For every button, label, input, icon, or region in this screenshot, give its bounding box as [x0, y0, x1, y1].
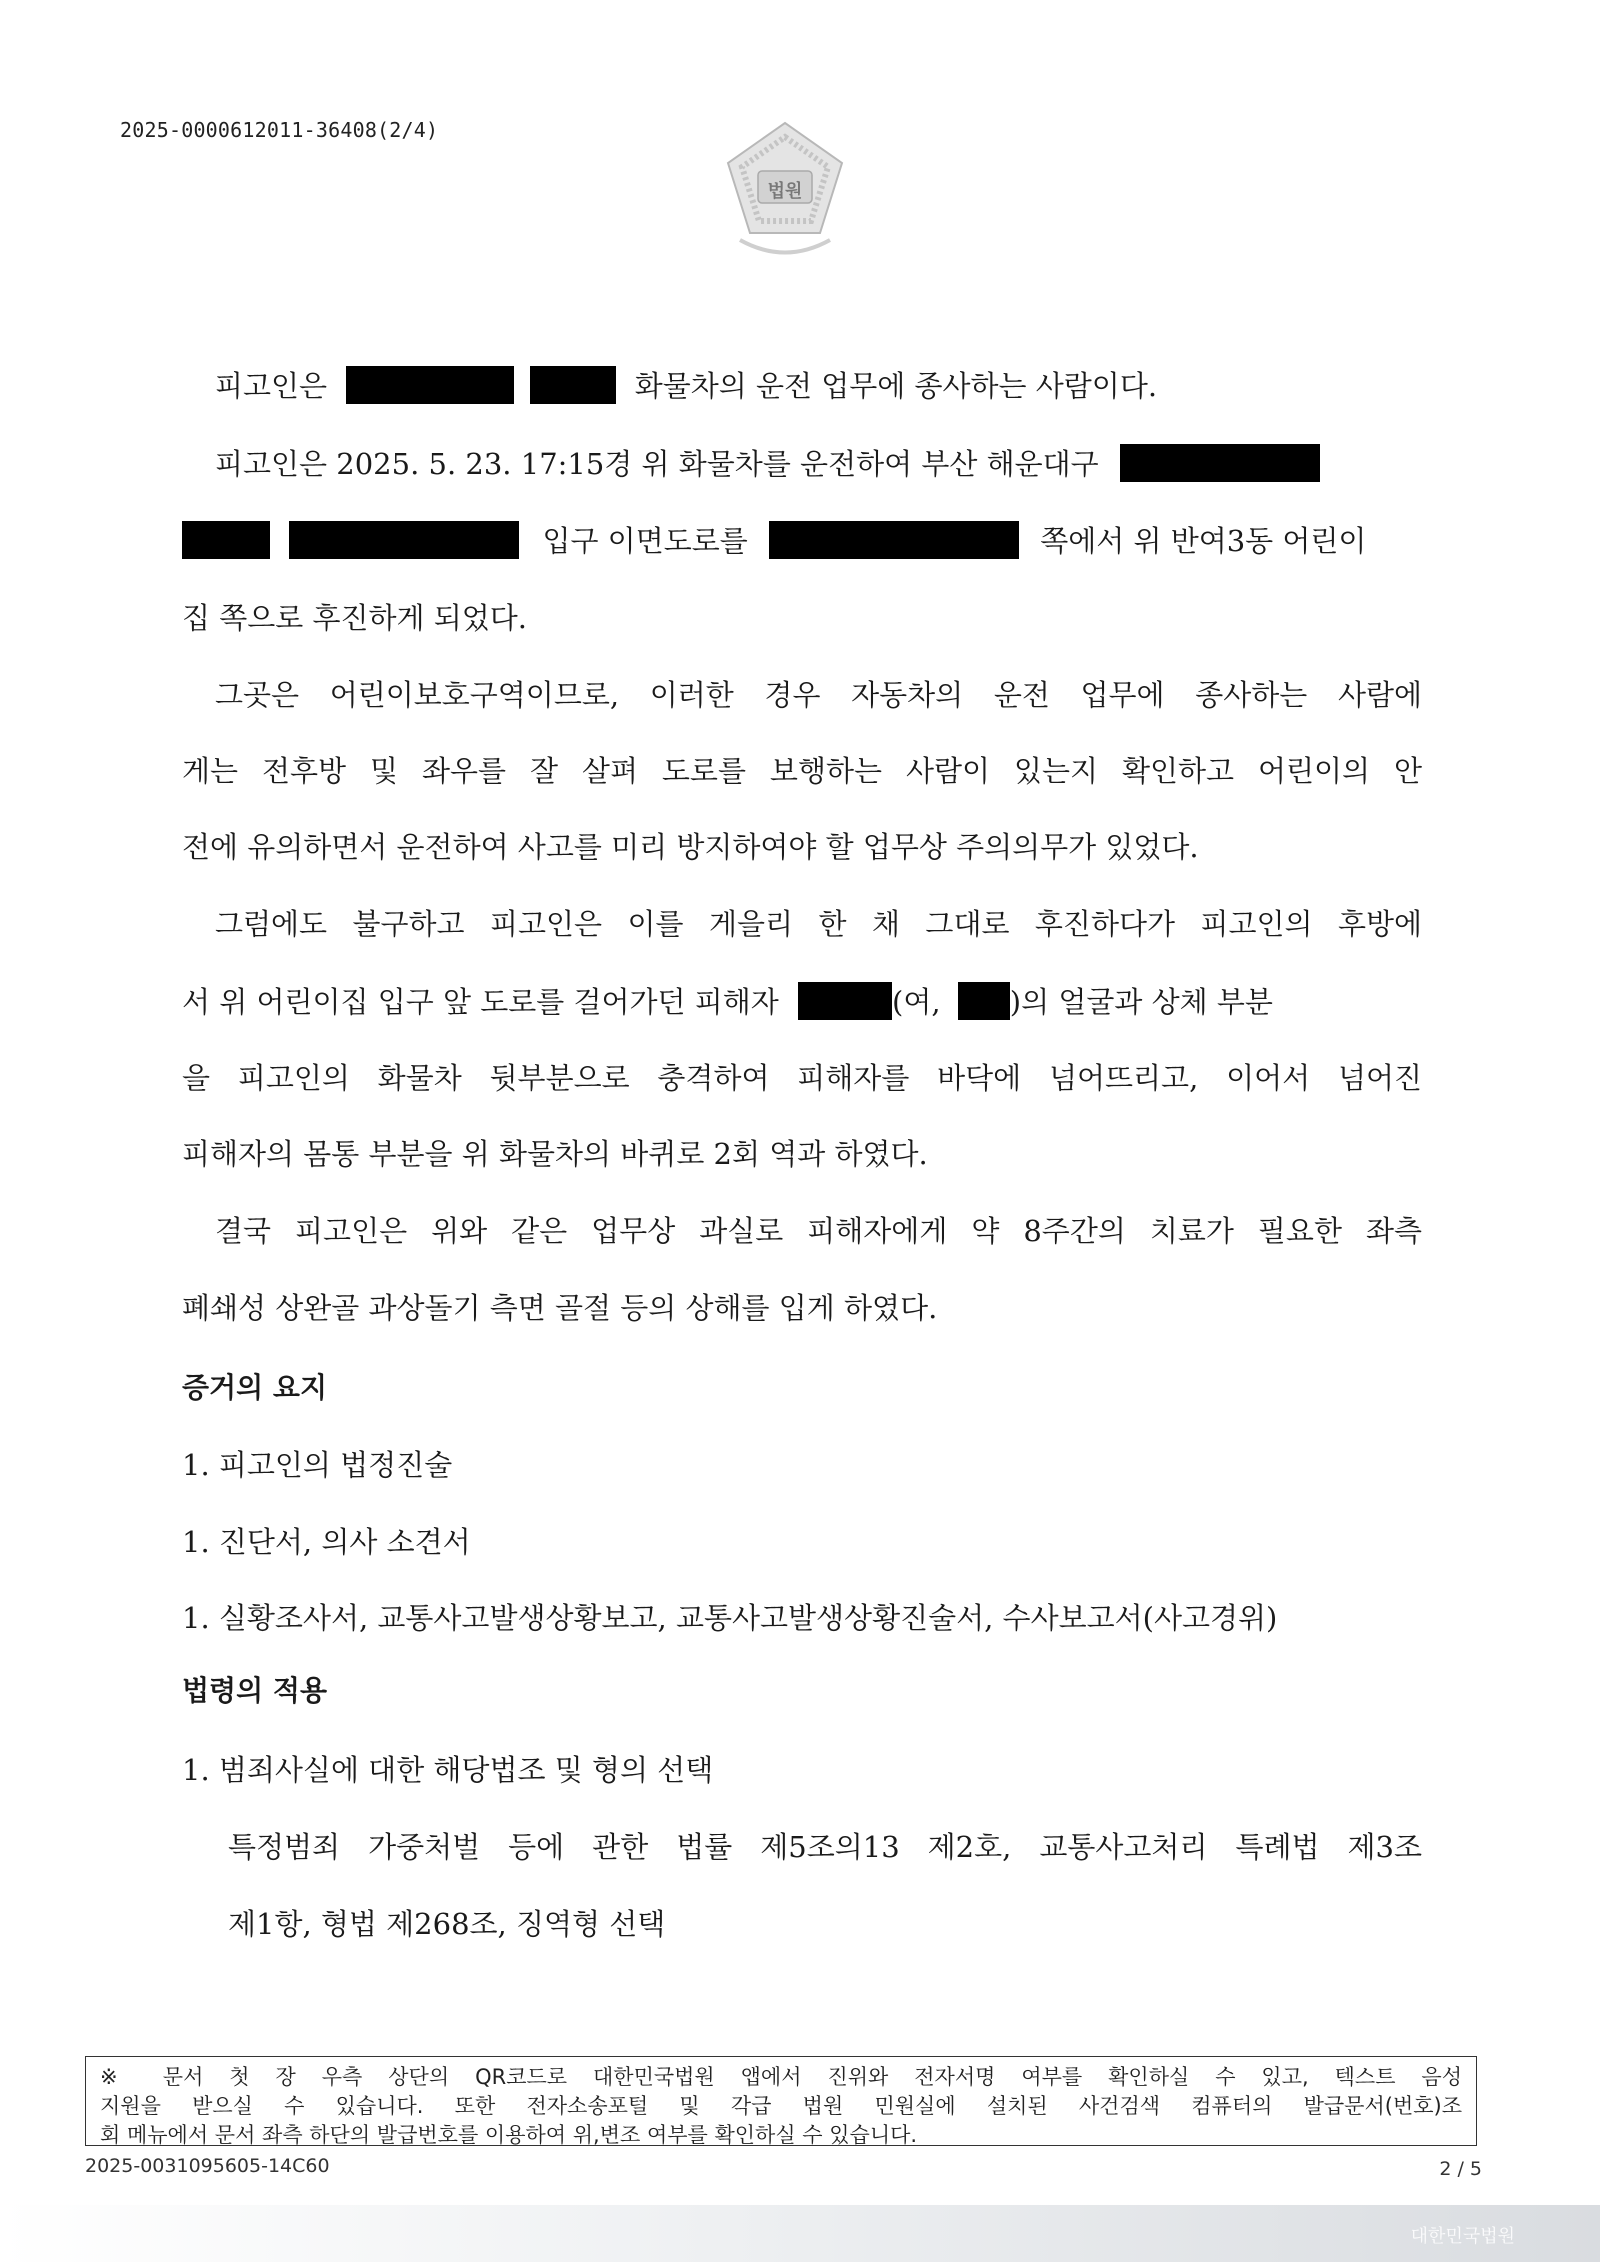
text-span: )의 얼굴과 상체 부분: [1009, 985, 1273, 1019]
footer-band: [0, 2205, 1600, 2262]
paragraph-3-line-2: 게는 전후방 및 좌우를 잘 살펴 도로를 보행하는 사람이 있는지 확인하고 어린이의 안: [182, 754, 1422, 788]
verification-notice: [85, 2056, 1477, 2146]
text-span: 화물차의 운전 업무에 종사하는 사람이다.: [634, 369, 1158, 403]
evidence-heading: 증거의 요지: [182, 1371, 327, 1404]
issue-number: 2025-0031095605-14C60: [85, 2155, 330, 2177]
notice-line: 지원을 받으실 수 있습니다. 또한 전자소송포털 및 각급 법원 민원실에 설치된 사건검색 컴퓨터의 발급문서(번호)조: [100, 2094, 1462, 2118]
law-item: 1. 범죄사실에 대한 해당법조 및 형의 선택: [182, 1753, 714, 1787]
redaction-block: [530, 366, 616, 404]
paragraph-2-line-1: [215, 447, 1422, 482]
paragraph-5-line-1: 결국 피고인은 위와 같은 업무상 과실로 피해자에게 약 8주간의 치료가 필요한 좌측: [215, 1214, 1422, 1248]
paragraph-4-line-3: 을 피고인의 화물차 뒷부분으로 충격하여 피해자를 바닥에 넘어뜨리고, 이어서 넘어진: [182, 1061, 1422, 1095]
document-id: 2025-0000612011-36408(2/4): [120, 118, 439, 142]
text-span: (여,: [892, 985, 941, 1019]
paragraph-3-line-3: 전에 유의하면서 운전하여 사고를 미리 방지하여야 할 업무상 주의의무가 있었다.: [182, 830, 1199, 864]
seal-text: 법원: [767, 181, 803, 202]
evidence-item: 1. 실황조사서, 교통사고발생상황보고, 교통사고발생상황진술서, 수사보고서(사고경위): [182, 1601, 1278, 1635]
redaction-block: [769, 521, 1019, 559]
evidence-item: 1. 진단서, 의사 소견서: [182, 1525, 471, 1559]
paragraph-2-line-3: 집 쪽으로 후진하게 되었다.: [182, 601, 528, 635]
paragraph-3-line-1: 그곳은 어린이보호구역이므로, 이러한 경우 자동차의 운전 업무에 종사하는 사람에: [215, 678, 1422, 712]
text-span: 피고인은 2025. 5. 23. 17:15경 위 화물차를 운전하여 부산 해운대구: [215, 447, 1099, 481]
paragraph-1: [215, 369, 1422, 404]
text-span: 입구 이면도로를: [542, 524, 748, 558]
text-span: 피고인은: [215, 369, 328, 403]
court-watermark: 대한민국법원: [1410, 2226, 1515, 2247]
paragraph-4-line-1: 그럼에도 불구하고 피고인은 이를 게을리 한 채 그대로 후진하다가 피고인의 후방에: [215, 907, 1422, 941]
redaction-block: [1120, 444, 1320, 482]
paragraph-2-line-2: [182, 524, 1422, 559]
page-number: 2 / 5: [1439, 2158, 1482, 2180]
paragraph-5-line-2: 폐쇄성 상완골 과상돌기 측면 골절 등의 상해를 입게 하였다.: [182, 1291, 938, 1325]
court-seal: [720, 115, 850, 265]
law-detail-line-2: 제1항, 형법 제268조, 징역형 선택: [228, 1907, 666, 1941]
notice-line: 회 메뉴에서 문서 좌측 하단의 발급번호를 이용하여 위,변조 여부를 확인하실 수 있습니다.: [100, 2123, 918, 2147]
evidence-item: 1. 피고인의 법정진술: [182, 1448, 453, 1482]
paragraph-4-line-4: 피해자의 몸통 부분을 위 화물차의 바퀴로 2회 역과 하였다.: [182, 1137, 928, 1171]
text-span: 서 위 어린이집 입구 앞 도로를 걸어가던 피해자: [182, 985, 779, 1019]
text-span: 쪽에서 위 반여3동 어린이: [1040, 524, 1367, 558]
redaction-block: [182, 521, 270, 559]
redaction-block: [289, 521, 519, 559]
redaction-block: [958, 982, 1010, 1020]
notice-line: ※ 문서 첫 장 우측 상단의 QR코드로 대한민국법원 앱에서 진위와 전자서명 여부를 확인하실 수 있고, 텍스트 음성: [100, 2065, 1462, 2089]
paragraph-4-line-2: [182, 985, 1422, 1020]
law-detail-line-1: 특정범죄 가중처벌 등에 관한 법률 제5조의13 제2호, 교통사고처리 특례법 제3조: [228, 1830, 1422, 1864]
redaction-block: [798, 982, 892, 1020]
redaction-block: [346, 366, 514, 404]
law-heading: 법령의 적용: [182, 1674, 327, 1707]
